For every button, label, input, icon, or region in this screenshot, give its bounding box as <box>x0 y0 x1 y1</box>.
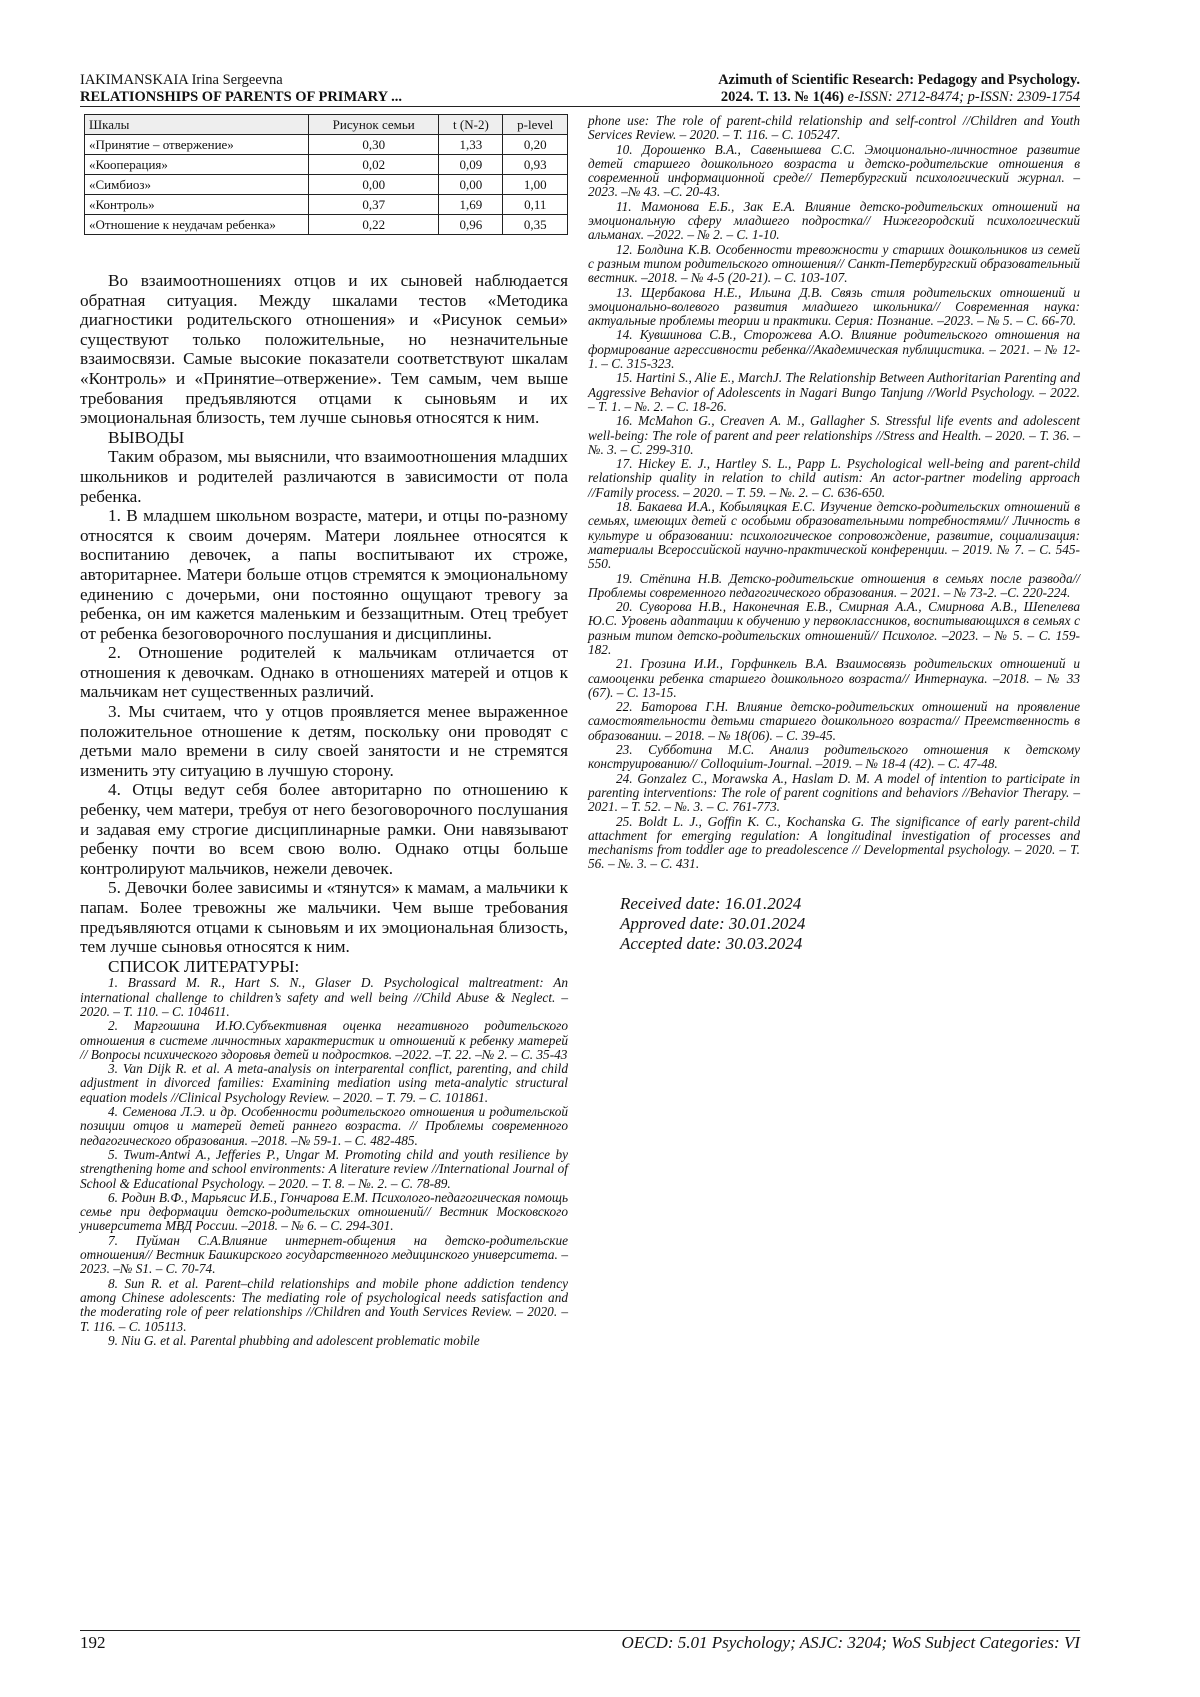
reference-item: 2. Маргошина И.Ю.Субъективная оценка негативного родительского отношения в системе личностных характеристик и отношений к ребенку матерей // Вопросы психического здоровья детей и подростков. –2022. –Т. 22. –№ 2. – С. 35-43 <box>80 1018 568 1062</box>
table-cell: 0,96 <box>439 215 503 235</box>
reference-item: 6. Родин В.Ф., Марьясис И.Б., Гончарова Е.М. Психолого-педагогическая помощь семье при деформации детско-родительских отношений// Вестник Московского университета МВД России. –2018. – № 6. – С. 294-301. <box>80 1189 568 1234</box>
conclusion-item: 1. В младшем школьном возрасте, матери, и отцы по-разному относятся к своим дочерям. Матери лояльнее относятся к воспитанию девочек, а папы воспитывают их строже, авторитарнее. Матери больше отцов стремятся к эмоциональному единению с дочерьми, они постоянно ощущают тревогу за ребенка, он им кажется маленьким и беззащитным. Отец требует от ребенка безоговорочного послушания и дисциплины. <box>80 506 568 643</box>
subject-classification: OECD: 5.01 Psychology; ASJC: 3204; WoS Subject Categories: VI <box>621 1633 1080 1652</box>
table-row <box>85 155 568 175</box>
table-row <box>85 215 568 235</box>
reference-item: 19. Стёпина Н.В. Детско-родительские отношения в семьях после развода// Проблемы современного педагогического образования. – 2021. – № 73-2. –С. 220-224. <box>588 570 1080 600</box>
conclusion-item: 2. Отношение родителей к мальчикам отличается от отношения к девочкам. Однако в отношениях матерей и отцов к мальчикам нет существенных различий. <box>80 643 568 702</box>
right-column <box>588 114 1080 954</box>
conclusion-item: 4. Отцы ведут себя более авторитарно по отношению к ребенку, чем матери, требуя от него безоговорочного послушания и задавая ему строгие дисциплинарные рамки. Они навязывают ребенку почти во всем свою волю. Однако отцы больше контролируют мальчиков, нежели девочек. <box>80 780 568 878</box>
conclusion-item: 5. Девочки более зависимы и «тянутся» к мамам, а мальчики к папам. Более тревожны же мальчики. Чем выше требования предъявляются отцами к сыновьям и их эмоциональная близость, тем лучше сыновья относятся к ним. <box>80 878 568 957</box>
conclusion-item: 3. Мы считаем, что у отцов проявляется менее выраженное положительное отношение к детям, поскольку они проводят с детьми мало времени в силу своей занятости и не стремятся изменить эту ситуацию в лучшую сторону. <box>80 702 568 780</box>
table-cell: 1,33 <box>439 135 503 155</box>
reference-item: 7. Пуйман С.А.Влияние интернет-общения на детско-родительские отношения// Вестник Башкирского государственного медицинского университета. –2023. –№ S1. – С. 70-74. <box>80 1232 568 1277</box>
header-journal: Azimuth of Scientific Research: Pedagogy and Psychology. <box>718 72 1080 88</box>
accepted-date: Accepted date: 30.03.2024 <box>620 933 803 953</box>
header-issue: 2024. Т. 13. № 1(46) <box>720 89 844 105</box>
table-cell: 0,11 <box>503 195 568 215</box>
scales-table <box>84 114 568 235</box>
table-cell: 1,00 <box>503 175 568 195</box>
results-paragraph: Во взаимоотношениях отцов и их сыновей наблюдается обратная ситуация. Между шкалами тестов «Методика диагностики родительского отношения» и «Рисунок семьи» существуют только положительные, но незначительные взаимосвязи. Самые высокие показатели соответствуют шкалам «Контроль» и «Принятие–отвержение». Тем самым, чем выше требования предъявляются отцами к сыновьям и их эмоциональная близость, тем лучше сыновья относятся к ним. <box>80 271 568 428</box>
reference-item: 12. Болдина К.В. Особенности тревожности у старших дошкольников из семей с разным типом родительского отношения// Санкт-Петербургский образовательный вестник. –2018. – № 4-5 (20-21). – С. 103-107. <box>588 241 1080 286</box>
page-number: 192 <box>80 1633 106 1652</box>
reference-item: 25. Boldt L. J., Goffin K. C., Kochanska G. The significance of early parent-child attachment for emerging regulation: A longitudinal investigation of processes and mechanisms from toddler age to preadolescence // Developmental psychology. – 2020. – Т. 56. – №. 3. – С. 431. <box>588 813 1080 872</box>
table-header-row <box>85 115 568 135</box>
reference-item: 10. Дорошенко В.А., Савенышева С.С. Эмоционально-личностное развитие детей старшего дошкольного возраста и детско-родительские отношения в современной информационной среде// Петербургский психологический журнал. – 2023. –№ 43. –С. 20-43. <box>588 141 1080 200</box>
reference-item: 18. Бакаева И.А., Кобыляцкая Е.С. Изучение детско-родительских отношений в семьях, имеющих детей с особыми образовательными потребностями// Личность в культуре и образовании: психологическое сопровождение, развитие, социализация: материалы Всероссийской научно-практической конференции. – 2019. № 7. – С. 545-550. <box>588 499 1080 572</box>
header-issn: e-ISSN: 2712-8474; p-ISSN: 2309-1754 <box>847 89 1080 105</box>
table-cell: 0,93 <box>503 155 568 175</box>
table-cell: 0,02 <box>309 155 439 175</box>
conclusion-intro: Таким образом, мы выяснили, что взаимоотношения младших школьников и родителей различаются в зависимости от пола ребенка. <box>80 447 568 506</box>
table-cell: 0,00 <box>309 175 439 195</box>
table-cell: 0,35 <box>503 215 568 235</box>
table-header-cell: t (N-2) <box>439 115 503 135</box>
table-cell: «Принятие – отвержение» <box>85 135 309 155</box>
footer-divider <box>80 1630 1080 1631</box>
reference-item: 8. Sun R. et al. Parent–child relationships and mobile phone addiction tendency among Chinese adolescents: The mediating role of psychological needs satisfaction and the moderating role of peer relationships //Children and Youth Services Review. – 2020. – Т. 116. – С. 105113. <box>80 1275 568 1334</box>
reference-item: 13. Щербакова Н.Е., Ильина Д.В. Связь стиля родительских отношений и эмоционально-волевого развития младшего школьника// Современная наука: актуальные проблемы теории и практики. Серия: Познание. –2023. – № 5. – С. 66-70. <box>588 284 1080 329</box>
table-row <box>85 135 568 155</box>
header-title: RELATIONSHIPS OF PARENTS OF PRIMARY ... <box>80 89 403 105</box>
table-cell: «Контроль» <box>85 195 309 215</box>
running-header-right <box>718 72 1080 106</box>
reference-item: 24. Gonzalez C., Morawska A., Haslam D. M. A model of intention to participate in parenting interventions: The role of parent cognitions and behaviors //Behavior Therapy. – 2021. – Т. 52. – №. 3. – С. 761-773. <box>588 770 1080 815</box>
reference-item: 22. Баторова Г.Н. Влияние детско-родительских отношений на проявление самостоятельности детьми старшего дошкольного возраста// Преемственность в образовании. – 2018. – № 18(06). – С. 39-45. <box>588 699 1080 743</box>
reference-item: 11. Мамонова Е.Б., Зак Е.А. Влияние детско-родительских отношений на эмоциональную сферу младшего подростка// Нижегородский психологический альманах. –2022. – № 2. – С. 1-10. <box>588 198 1080 243</box>
table-cell: 1,69 <box>439 195 503 215</box>
table-cell: «Симбиоз» <box>85 175 309 195</box>
reference-item: 5. Twum-Antwi A., Jefferies P., Ungar M. Promoting child and youth resilience by strengthening home and school environments: A literature review //International Journal of School & Educational Psychology. – 2020. – Т. 8. – №. 2. – С. 78-89. <box>80 1146 568 1191</box>
table-cell: 0,37 <box>309 195 439 215</box>
table-header-cell: Рисунок семьи <box>309 115 439 135</box>
table-cell: 0,00 <box>439 175 503 195</box>
reference-item: 16. McMahon G., Creaven A. M., Gallagher S. Stressful life events and adolescent well-being: The role of parent and peer relationships //Stress and Health. – 2020. – Т. 36. – №. 3. – С. 299-310. <box>588 413 1080 457</box>
header-author: IAKIMANSKAIA Irina Sergeevna <box>80 72 283 88</box>
header-divider <box>80 106 1080 107</box>
table-cell: 0,09 <box>439 155 503 175</box>
reference-item: 20. Суворова Н.В., Наконечная Е.В., Смирная А.А., Смирнова А.В., Шепелева Ю.С. Уровень адаптации к обучению у первоклассников, воспитывающихся в семьях с разным типом детско-родительских отношений// Психолог. –2023. – № 5. – С. 159-182. <box>588 599 1080 657</box>
left-column <box>80 114 568 1348</box>
article-dates <box>620 894 1080 954</box>
approved-date: Approved date: 30.01.2024 <box>620 913 806 933</box>
table-header-cell: p-level <box>503 115 568 135</box>
reference-continuation: phone use: The role of parent-child relationship and self-control //Children and Youth Services Review. – 2020. – Т. 116. – С. 105247. <box>588 113 1080 143</box>
table-cell: 0,20 <box>503 135 568 155</box>
reference-item: 4. Семенова Л.Э. и др. Особенности родительского отношения и родительской позиции отцов и матерей детей раннего возраста. // Проблемы современного педагогического образования. –2018. –№ 59-1. – С. 482-485. <box>80 1104 568 1148</box>
table-header-cell: Шкалы <box>85 115 309 135</box>
references-heading: СПИСОК ЛИТЕРАТУРЫ: <box>108 956 300 976</box>
reference-list-left <box>80 976 568 1348</box>
reference-item: 23. Субботина М.С. Анализ родительского отношения к детскому конструированию// Colloquium-Journal. –2019. – № 18-4 (42). – С. 47-48. <box>588 742 1080 772</box>
table-cell: «Кооперация» <box>85 155 309 175</box>
reference-item: 14. Кувшинова С.В., Сторожева А.О. Влияние родительского отношения на формирование агрессивности ребенка//Академическая публицистика. – 2021. – № 12-1. – С. 315-323. <box>588 327 1080 372</box>
conclusions-heading: ВЫВОДЫ <box>108 427 185 447</box>
table-cell: 0,22 <box>309 215 439 235</box>
table-row <box>85 175 568 195</box>
reference-item: 21. Грозина И.И., Горфинкель В.А. Взаимосвязь родительских отношений и самооценки ребенка старшего дошкольного возраста// Интернаука. –2018. – № 33 (67). – С. 13-15. <box>588 656 1080 700</box>
reference-item: 15. Hartini S., Alie E., MarchJ. The Relationship Between Authoritarian Parenting and Aggressive Behavior of Adolescents in Nagari Bungo Tanjung //World Psychology. – 2022. – Т. 1. – №. 2. – С. 18-26. <box>588 370 1080 414</box>
reference-item: 9. Niu G. et al. Parental phubbing and adolescent problematic mobile <box>108 1332 480 1348</box>
table-cell: 0,30 <box>309 135 439 155</box>
reference-item: 17. Hickey E. J., Hartley S. L., Papp L. Psychological well-being and parent-child relationship quality in relation to child autism: An actor-partner modeling approach //Family process. – 2020. – Т. 59. – №. 2. – С. 636-650. <box>588 456 1080 500</box>
reference-item: 1. Brassard M. R., Hart S. N., Glaser D. Psychological maltreatment: An international challenge to children’s safety and well being //Child Abuse & Neglect. – 2020. – Т. 110. – С. 104611. <box>80 975 568 1019</box>
table-row <box>85 195 568 215</box>
received-date: Received date: 16.01.2024 <box>620 893 802 913</box>
running-header-left <box>80 72 402 106</box>
table-cell: «Отношение к неудачам ребенка» <box>85 215 309 235</box>
reference-item: 3. Van Dijk R. et al. A meta-analysis on interparental conflict, parenting, and child adjustment in divorced families: Examining mediation using meta-analytic structural equation models //Clinical Psychology Review. – 2020. – Т. 79. – С. 101861. <box>80 1061 568 1105</box>
